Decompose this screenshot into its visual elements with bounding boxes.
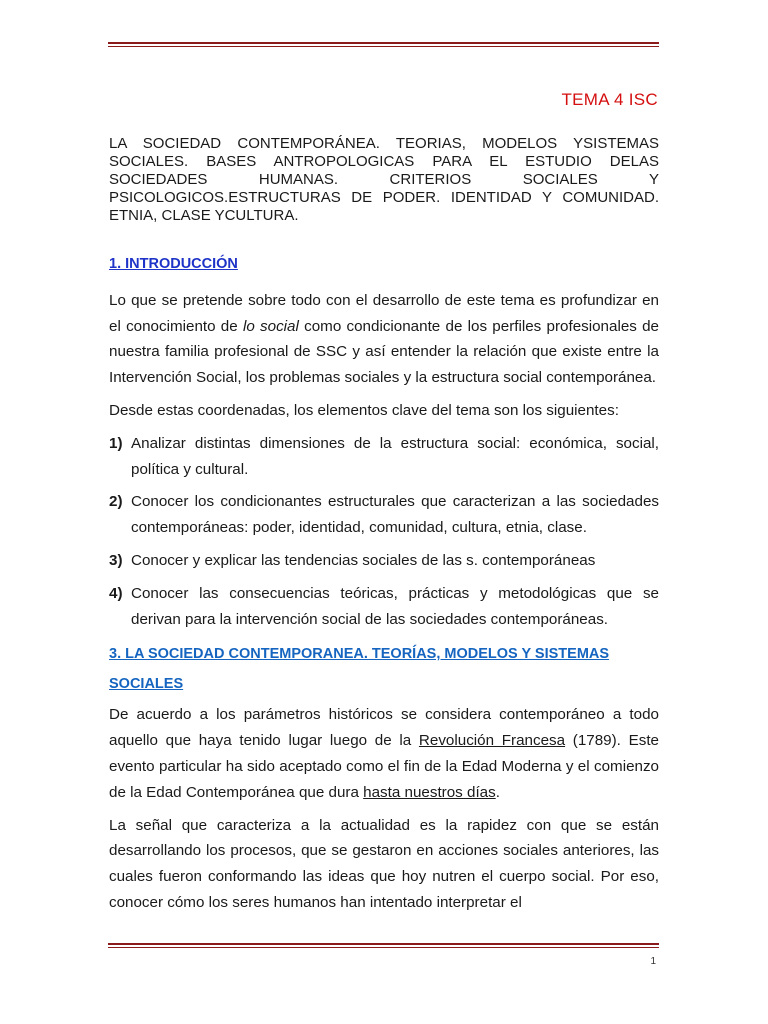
intro-paragraph-1 <box>109 288 659 391</box>
tema-label: TEMA 4 ISC <box>561 90 658 109</box>
page-number: 1 <box>650 956 656 967</box>
list-item <box>109 581 659 633</box>
footer-rule <box>108 943 659 948</box>
text-run: . <box>495 783 500 801</box>
section-heading-sociedad-contemporanea: 3. LA SOCIEDAD CONTEMPORANEA. TEORÍAS, MODELOS Y SISTEMAS SOCIALES <box>109 646 610 693</box>
revolucion-francesa-link[interactable]: Revolución Francesa <box>418 732 566 750</box>
list-number: 1) <box>109 434 123 452</box>
intro-paragraph-2: Desde estas coordenadas, los elementos clave del tema son los siguientes: <box>109 401 619 419</box>
list-text: Conocer y explicar las tendencias sociales de las s. contemporáneas <box>131 551 596 569</box>
list-text: Conocer los condicionantes estructurales que caracterizan a las sociedades contemporáneas: poder, identidad, comunidad, cultura, etnia, clase. <box>131 493 659 537</box>
list-number: 3) <box>109 551 123 569</box>
text-run: como condicionante de los perfiles profesionales de nuestra familia profesional de SSC y así entender la relación que existe entre la Intervención Social, los problemas sociales y la estructura social contemporánea. <box>109 317 660 387</box>
list-number: 2) <box>109 493 123 511</box>
list-number: 4) <box>109 584 123 602</box>
section3-paragraph-1 <box>109 702 659 805</box>
list-text: Analizar distintas dimensiones de la estructura social: económica, social, política y cultural. <box>131 434 659 478</box>
header-rule <box>108 42 659 47</box>
text-run: De acuerdo a los parámetros históricos se considera contemporáneo a todo aquello que haya tenido lugar luego de la <box>109 706 659 750</box>
text-run: (1789). Este evento particular ha sido aceptado como el fin de la Edad Moderna y el comienzo de la Edad Contemporánea que dura <box>109 732 659 801</box>
list-text: Conocer las consecuencias teóricas, prácticas y metodológicas que se derivan para la intervención social de las sociedades contemporáneas. <box>131 584 659 628</box>
document-body <box>109 252 659 923</box>
list-item <box>109 548 659 574</box>
list-item <box>109 489 659 541</box>
list-item <box>109 431 659 483</box>
document-title <box>109 135 659 225</box>
text-run: Lo que se pretende sobre todo con el desarrollo de este tema es profundizar en el conocimiento de <box>109 291 659 335</box>
section3-paragraph-2: La señal que caracteriza a la actualidad es la rapidez con que se están desarrollando los procesos, que se gestaron en acciones sociales anteriores, las cuales fueron conformando las ideas que hoy nutren el cuerpo social. Por eso, conocer cómo los seres humanos han intentado interpretar el <box>109 816 659 911</box>
emphasis-text: lo social <box>242 317 299 335</box>
hasta-nuestros-dias-link[interactable]: hasta nuestros días <box>363 783 496 801</box>
section-heading-introduccion: 1. INTRODUCCIÓN <box>109 256 238 272</box>
title-text: LA SOCIEDAD CONTEMPORÁNEA. TEORIAS, MODELOS YSISTEMAS SOCIALES. BASES ANTROPOLOGICAS PARA EL ESTUDIO DELAS SOCIEDADES HUMANAS. CRITERIOS SOCIALES Y PSICOLOGICOS.ESTRUCTURAS DE PODER. IDENTIDAD Y COMUNIDAD. ETNIA, CLASE YCULTURA. <box>109 135 659 224</box>
